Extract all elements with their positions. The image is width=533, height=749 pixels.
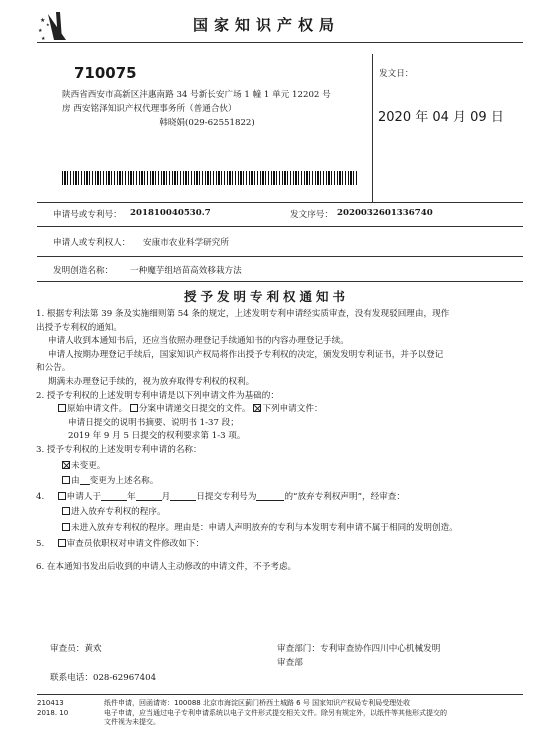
checkbox-original-docs[interactable] — [58, 404, 66, 412]
para-4-number: 4. — [36, 491, 45, 502]
para-1-line-f: 期满未办理登记手续的，视为放弃取得专利权的权利。 — [48, 376, 255, 387]
dispatch-date-label: 发文日： — [379, 69, 414, 79]
serial-value: 2020032601336740 — [337, 208, 433, 218]
para-2-doc-1: 申请日提交的说明书摘要、说明书 1-37 段； — [68, 417, 239, 428]
footer-line-1: 纸件申请，回函请寄：100088 北京市海淀区蓟门桥西土城路 6 号 国家知识产权局专利局受理处收 — [104, 699, 411, 707]
rule-3 — [37, 256, 523, 257]
svg-text:★: ★ — [46, 22, 50, 27]
checkbox-divisional-docs[interactable] — [130, 404, 138, 412]
recipient-address — [62, 88, 352, 130]
applicant-value: 安康市农业科学研究所 — [143, 238, 229, 248]
option-name-changed-b: 变更为上述名称。 — [89, 476, 159, 487]
examiner-name: 黄欢 — [84, 644, 102, 654]
address-contact: 韩晓娟(029-62551822) — [159, 118, 255, 128]
examiner-label: 审查员： — [50, 644, 85, 654]
para-6: 6. 在本通知书发出后收到的申请人主动修改的申请文件，不予考虑。 — [36, 562, 297, 572]
checkbox-name-changed[interactable] — [62, 476, 70, 484]
blank-patent-no — [256, 491, 284, 501]
footer-line-3: 文件视为未提交。 — [104, 718, 160, 726]
app-no-label: 申请号或专利号： — [53, 210, 122, 220]
serial-label: 发文序号： — [290, 210, 333, 220]
checkbox-waiver-enter[interactable] — [62, 507, 70, 515]
contact-phone — [50, 672, 156, 686]
checkbox-waiver[interactable] — [58, 492, 66, 500]
option-name-unchanged: 未变更。 — [71, 460, 106, 471]
form-number: 210413 — [37, 699, 64, 707]
para-4-opt-2 — [36, 522, 522, 536]
footer-rule — [37, 694, 523, 695]
rule-2 — [37, 226, 523, 227]
checkbox-examiner-amend[interactable] — [58, 539, 66, 547]
dept-label: 审查部门： — [277, 644, 320, 654]
form-date: 2018. 10 — [37, 709, 69, 717]
para-4-text-b: 年 — [127, 491, 136, 502]
dispatch-date: 2020 年 04 月 09 日 — [378, 110, 504, 125]
header-rule — [37, 42, 523, 43]
phone-label: 联系电话： — [50, 673, 93, 683]
notice-title: 授予发明专利权通知书 — [183, 289, 349, 304]
para-3-opt-2 — [36, 475, 522, 489]
para-2-options — [36, 403, 522, 417]
checkbox-waiver-not-enter[interactable] — [62, 523, 70, 531]
checkbox-name-unchanged[interactable] — [62, 461, 70, 469]
para-3: 3. 授予专利权的上述发明专利申请的名称： — [36, 444, 202, 455]
invention-label: 发明创造名称： — [53, 266, 114, 276]
para-5-number: 5. — [36, 538, 45, 549]
para-2-doc-2: 2019 年 9 月 5 日提交的权利要求第 1-3 项。 — [68, 431, 246, 442]
office-title: 国家知识产权局 — [192, 16, 340, 34]
footer-notice — [104, 699, 522, 728]
phone-number: 028-62967404 — [92, 673, 157, 683]
invention-value: 一种魔芋组培苗高效移栽方法 — [130, 266, 242, 276]
app-no-value: 201810040530.7 — [130, 208, 211, 218]
svg-text:★: ★ — [40, 17, 46, 24]
applicant-label: 申请人或专利权人： — [53, 238, 131, 248]
para-4-opt-1 — [36, 506, 522, 520]
checkbox-following-docs[interactable] — [253, 404, 261, 412]
para-2: 2. 授予专利权的上述发明专利申请是以下列申请文件为基础的： — [36, 390, 279, 401]
para-1-line-b: 出授予专利权的通知。 — [36, 322, 122, 333]
option-original-docs: 原始申请文件。 — [67, 404, 128, 415]
svg-text:★: ★ — [38, 28, 43, 34]
para-4 — [36, 491, 522, 505]
option-name-changed-a: 由 — [71, 476, 80, 487]
footer-line-2: 电子申请，应当通过电子专利申请系统以电子文件形式提交相关文件。除另有规定外，以纸件等其他形式提交的 — [104, 708, 447, 717]
para-1-line-c: 申请人收到本通知书后，还应当依照办理登记手续通知书的内容办理登记手续。 — [48, 336, 349, 347]
para-1-line-d: 申请人按期办理登记手续后，国家知识产权局将作出授予专利权的决定，颁发发明专利证书，并予以登记 — [48, 349, 444, 360]
address-line-1: 陕西省西安市高新区沣惠南路 34 号新长安广场 1 幢 1 单元 12202 号 — [62, 90, 331, 100]
para-4-text-a: 申请人于 — [66, 491, 102, 502]
para-5 — [36, 538, 522, 552]
option-following-docs: 下列申请文件： — [262, 404, 323, 415]
option-divisional-docs: 分案申请递交日提交的文件。 — [138, 404, 251, 415]
blank-month — [136, 491, 162, 501]
option-waiver-not-enter: 未进入放弃专利权的程序。理由是：申请人声明放弃的专利与本发明专利申请不属于相同的发明创造。 — [71, 522, 458, 533]
para-4-text-d: 日提交专利号为 — [196, 491, 257, 502]
blank-old-name — [80, 475, 90, 485]
option-waiver-enter: 进入放弃专利权的程序。 — [71, 507, 166, 518]
para-1-line-e: 和公告。 — [36, 363, 71, 374]
address-line-2: 房 西安铭泽知识产权代理事务所（普通合伙） — [62, 104, 237, 114]
para-3-opt-1 — [36, 460, 522, 474]
dept-line-1: 专利审查协作四川中心机械发明 — [319, 644, 441, 654]
blank-year — [101, 491, 127, 501]
blank-day — [170, 491, 196, 501]
barcode — [62, 171, 358, 185]
postal-code: 710075 — [74, 64, 137, 82]
para-4-text-c: 月 — [161, 491, 171, 502]
exam-dept — [277, 643, 440, 670]
para-1-line-a: 1. 根据专利法第 39 条及实施细则第 54 条的规定，上述发明专利申请经实质审查，没有发现驳回理由，现作 — [36, 309, 450, 319]
box-divider — [372, 54, 373, 202]
rule-1 — [37, 202, 523, 203]
rule-4 — [37, 281, 523, 282]
para-4-text-e: 的“放弃专利权声明”，经审查： — [284, 491, 405, 502]
dept-line-2: 审查部 — [277, 657, 303, 668]
para-5-text: 审查员依职权对申请文件修改如下： — [66, 538, 205, 549]
examiner — [50, 643, 102, 657]
notice-body — [36, 308, 522, 551]
svg-text:★: ★ — [41, 36, 46, 42]
